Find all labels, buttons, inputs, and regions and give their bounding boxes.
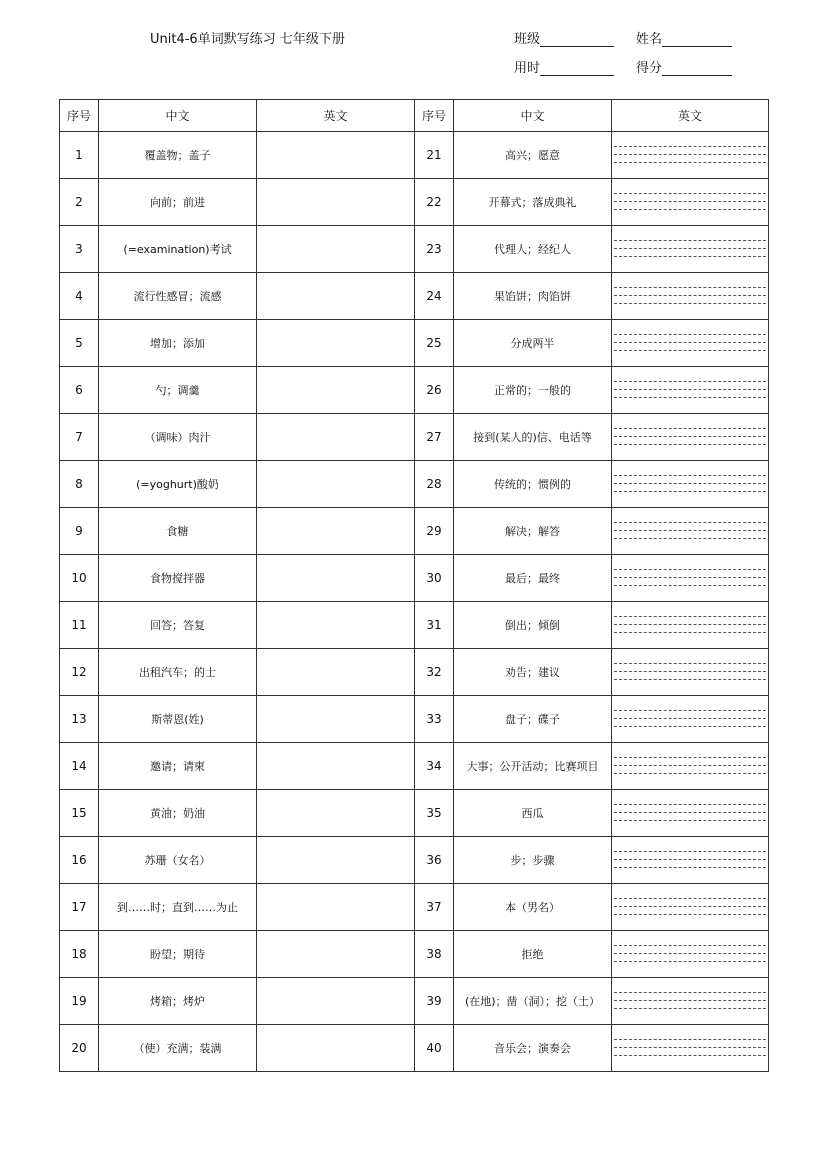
- row-number: 5: [60, 320, 99, 367]
- dashed-writing-line: [614, 428, 766, 429]
- english-answer-cell-dashed[interactable]: [612, 132, 769, 179]
- row-number: 4: [60, 273, 99, 320]
- dashed-writing-line: [614, 350, 766, 351]
- english-answer-cell[interactable]: [257, 508, 415, 555]
- score-blank[interactable]: [662, 61, 732, 76]
- row-number: 30: [415, 555, 454, 602]
- row-number: 8: [60, 461, 99, 508]
- table-row: [60, 179, 769, 226]
- name-label: 姓名: [636, 32, 663, 47]
- dashed-writing-line: [614, 804, 766, 805]
- dashed-writing-line: [614, 577, 766, 578]
- col-header-number-2: 序号: [415, 100, 454, 132]
- english-answer-cell-dashed[interactable]: [612, 837, 769, 884]
- dashed-writing-line: [614, 992, 766, 993]
- row-number: 3: [60, 226, 99, 273]
- chinese-prompt: 解决；解答: [454, 508, 612, 555]
- english-answer-cell-dashed[interactable]: [612, 884, 769, 931]
- english-answer-cell-dashed[interactable]: [612, 602, 769, 649]
- dashed-writing-line: [614, 945, 766, 946]
- chinese-prompt: 黄油；奶油: [99, 790, 257, 837]
- chinese-prompt: 斯蒂恩(姓): [99, 696, 257, 743]
- english-answer-cell[interactable]: [257, 884, 415, 931]
- dashed-writing-line: [614, 538, 766, 539]
- table-row: [60, 602, 769, 649]
- row-number: 2: [60, 179, 99, 226]
- dashed-writing-line: [614, 663, 766, 664]
- chinese-prompt: 食糖: [99, 508, 257, 555]
- dashed-writing-line: [614, 812, 766, 813]
- table-row: [60, 743, 769, 790]
- english-answer-cell-dashed[interactable]: [612, 931, 769, 978]
- dashed-writing-line: [614, 898, 766, 899]
- row-number: 34: [415, 743, 454, 790]
- name-field[interactable]: [636, 28, 732, 47]
- english-answer-cell[interactable]: [257, 555, 415, 602]
- dashed-writing-line: [614, 1055, 766, 1056]
- header-fields-row-1: [514, 28, 732, 47]
- english-answer-cell-dashed[interactable]: [612, 508, 769, 555]
- row-number: 27: [415, 414, 454, 461]
- english-answer-cell-dashed[interactable]: [612, 790, 769, 837]
- chinese-prompt: (=yoghurt)酸奶: [99, 461, 257, 508]
- chinese-prompt: (=examination)考试: [99, 226, 257, 273]
- dashed-writing-line: [614, 193, 766, 194]
- chinese-prompt: 盘子；碟子: [454, 696, 612, 743]
- chinese-prompt: 本（男名）: [454, 884, 612, 931]
- english-answer-cell-dashed[interactable]: [612, 273, 769, 320]
- chinese-prompt: 盼望；期待: [99, 931, 257, 978]
- time-field[interactable]: [514, 57, 614, 76]
- row-number: 10: [60, 555, 99, 602]
- row-number: 11: [60, 602, 99, 649]
- dashed-writing-line: [614, 859, 766, 860]
- english-answer-cell-dashed[interactable]: [612, 414, 769, 461]
- chinese-prompt: 步；步骤: [454, 837, 612, 884]
- chinese-prompt: 倒出；倾倒: [454, 602, 612, 649]
- dashed-writing-line: [614, 444, 766, 445]
- row-number: 6: [60, 367, 99, 414]
- row-number: 20: [60, 1025, 99, 1072]
- english-answer-cell[interactable]: [257, 179, 415, 226]
- english-answer-cell[interactable]: [257, 367, 415, 414]
- time-blank[interactable]: [540, 61, 614, 76]
- dashed-writing-line: [614, 303, 766, 304]
- dashed-writing-line: [614, 334, 766, 335]
- english-answer-cell-dashed[interactable]: [612, 461, 769, 508]
- row-number: 19: [60, 978, 99, 1025]
- english-answer-cell[interactable]: [257, 1025, 415, 1072]
- row-number: 15: [60, 790, 99, 837]
- chinese-prompt: （使）充满；装满: [99, 1025, 257, 1072]
- col-header-english-2: 英文: [612, 100, 769, 132]
- row-number: 18: [60, 931, 99, 978]
- dashed-writing-line: [614, 671, 766, 672]
- table-row: [60, 273, 769, 320]
- dashed-writing-line: [614, 389, 766, 390]
- english-answer-cell[interactable]: [257, 226, 415, 273]
- chinese-prompt: 大事；公开活动；比赛项目: [454, 743, 612, 790]
- row-number: 28: [415, 461, 454, 508]
- chinese-prompt: （调味）肉汁: [99, 414, 257, 461]
- row-number: 23: [415, 226, 454, 273]
- english-answer-cell-dashed[interactable]: [612, 555, 769, 602]
- chinese-prompt: 拒绝: [454, 931, 612, 978]
- row-number: 22: [415, 179, 454, 226]
- english-answer-cell-dashed[interactable]: [612, 367, 769, 414]
- chinese-prompt: 勺；调羹: [99, 367, 257, 414]
- col-header-number: 序号: [60, 100, 99, 132]
- chinese-prompt: 西瓜: [454, 790, 612, 837]
- table-row: [60, 555, 769, 602]
- row-number: 1: [60, 132, 99, 179]
- dashed-writing-line: [614, 397, 766, 398]
- dashed-writing-line: [614, 757, 766, 758]
- row-number: 13: [60, 696, 99, 743]
- chinese-prompt: 回答；答复: [99, 602, 257, 649]
- chinese-prompt: (在地)；凿（洞）；挖（土）: [454, 978, 612, 1025]
- table-row: [60, 461, 769, 508]
- dashed-writing-line: [614, 146, 766, 147]
- row-number: 29: [415, 508, 454, 555]
- chinese-prompt: 覆盖物；盖子: [99, 132, 257, 179]
- row-number: 14: [60, 743, 99, 790]
- english-answer-cell[interactable]: [257, 461, 415, 508]
- table-row: [60, 226, 769, 273]
- dashed-writing-line: [614, 569, 766, 570]
- dashed-writing-line: [614, 820, 766, 821]
- row-number: 37: [415, 884, 454, 931]
- chinese-prompt: 果馅饼；肉馅饼: [454, 273, 612, 320]
- table-row: [60, 931, 769, 978]
- chinese-prompt: 劝告；建议: [454, 649, 612, 696]
- table-row: [60, 414, 769, 461]
- dashed-writing-line: [614, 710, 766, 711]
- dashed-writing-line: [614, 287, 766, 288]
- row-number: 17: [60, 884, 99, 931]
- table-row: [60, 978, 769, 1025]
- dashed-writing-line: [614, 953, 766, 954]
- english-answer-cell[interactable]: [257, 696, 415, 743]
- chinese-prompt: 传统的；惯例的: [454, 461, 612, 508]
- row-number: 39: [415, 978, 454, 1025]
- dashed-writing-line: [614, 1008, 766, 1009]
- dashed-writing-line: [614, 256, 766, 257]
- english-answer-cell[interactable]: [257, 931, 415, 978]
- table-row: [60, 649, 769, 696]
- dashed-writing-line: [614, 906, 766, 907]
- score-label: 得分: [636, 61, 663, 76]
- dashed-writing-line: [614, 851, 766, 852]
- table-row: [60, 837, 769, 884]
- worksheet-title: Unit4-6单词默写练习 七年级下册: [150, 32, 345, 47]
- dashed-writing-line: [614, 1047, 766, 1048]
- chinese-prompt: 代理人；经纪人: [454, 226, 612, 273]
- row-number: 24: [415, 273, 454, 320]
- english-answer-cell-dashed[interactable]: [612, 320, 769, 367]
- dashed-writing-line: [614, 718, 766, 719]
- table-row: [60, 320, 769, 367]
- chinese-prompt: 苏珊（女名）: [99, 837, 257, 884]
- dashed-writing-line: [614, 475, 766, 476]
- english-answer-cell[interactable]: [257, 790, 415, 837]
- dashed-writing-line: [614, 201, 766, 202]
- chinese-prompt: 向前；前进: [99, 179, 257, 226]
- dashed-writing-line: [614, 726, 766, 727]
- dashed-writing-line: [614, 240, 766, 241]
- col-header-chinese-2: 中文: [454, 100, 612, 132]
- dashed-writing-line: [614, 522, 766, 523]
- dashed-writing-line: [614, 381, 766, 382]
- dashed-writing-line: [614, 248, 766, 249]
- dashed-writing-line: [614, 162, 766, 163]
- dashed-writing-line: [614, 483, 766, 484]
- english-answer-cell-dashed[interactable]: [612, 226, 769, 273]
- chinese-prompt: 最后；最终: [454, 555, 612, 602]
- english-answer-cell[interactable]: [257, 649, 415, 696]
- table-row: [60, 367, 769, 414]
- table-header-row: [60, 100, 769, 132]
- english-answer-cell[interactable]: [257, 273, 415, 320]
- chinese-prompt: 烤箱；烤炉: [99, 978, 257, 1025]
- row-number: 31: [415, 602, 454, 649]
- dashed-writing-line: [614, 491, 766, 492]
- row-number: 12: [60, 649, 99, 696]
- row-number: 35: [415, 790, 454, 837]
- row-number: 33: [415, 696, 454, 743]
- dashed-writing-line: [614, 616, 766, 617]
- dashed-writing-line: [614, 632, 766, 633]
- english-answer-cell[interactable]: [257, 320, 415, 367]
- chinese-prompt: 分成两半: [454, 320, 612, 367]
- english-answer-cell-dashed[interactable]: [612, 649, 769, 696]
- row-number: 21: [415, 132, 454, 179]
- table-row: [60, 790, 769, 837]
- dashed-writing-line: [614, 1000, 766, 1001]
- chinese-prompt: 高兴；愿意: [454, 132, 612, 179]
- table-row: [60, 696, 769, 743]
- chinese-prompt: 开幕式；落成典礼: [454, 179, 612, 226]
- table-row: [60, 884, 769, 931]
- name-blank[interactable]: [662, 32, 732, 47]
- table-row: [60, 508, 769, 555]
- time-label: 用时: [514, 61, 541, 76]
- dashed-writing-line: [614, 436, 766, 437]
- chinese-prompt: 音乐会；演奏会: [454, 1025, 612, 1072]
- english-answer-cell[interactable]: [257, 743, 415, 790]
- english-answer-cell[interactable]: [257, 602, 415, 649]
- dashed-writing-line: [614, 961, 766, 962]
- english-answer-cell-dashed[interactable]: [612, 179, 769, 226]
- score-field[interactable]: [636, 57, 732, 76]
- dashed-writing-line: [614, 773, 766, 774]
- english-answer-cell-dashed[interactable]: [612, 743, 769, 790]
- row-number: 26: [415, 367, 454, 414]
- row-number: 32: [415, 649, 454, 696]
- chinese-prompt: 邀请；请柬: [99, 743, 257, 790]
- row-number: 25: [415, 320, 454, 367]
- dashed-writing-line: [614, 1039, 766, 1040]
- class-field[interactable]: [514, 28, 614, 47]
- table-row: [60, 1025, 769, 1072]
- col-header-english: 英文: [257, 100, 415, 132]
- dashed-writing-line: [614, 624, 766, 625]
- row-number: 16: [60, 837, 99, 884]
- english-answer-cell[interactable]: [257, 837, 415, 884]
- english-answer-cell[interactable]: [257, 414, 415, 461]
- class-label: 班级: [514, 32, 541, 47]
- table-row: [60, 132, 769, 179]
- chinese-prompt: 接到(某人的)信、电话等: [454, 414, 612, 461]
- dashed-writing-line: [614, 342, 766, 343]
- vocabulary-table: [59, 99, 769, 1072]
- col-header-chinese: 中文: [99, 100, 257, 132]
- row-number: 36: [415, 837, 454, 884]
- chinese-prompt: 流行性感冒；流感: [99, 273, 257, 320]
- dashed-writing-line: [614, 295, 766, 296]
- english-answer-cell[interactable]: [257, 978, 415, 1025]
- chinese-prompt: 增加；添加: [99, 320, 257, 367]
- row-number: 7: [60, 414, 99, 461]
- chinese-prompt: 食物搅拌器: [99, 555, 257, 602]
- dashed-writing-line: [614, 209, 766, 210]
- dashed-writing-line: [614, 154, 766, 155]
- row-number: 38: [415, 931, 454, 978]
- header-fields-row-2: [514, 57, 732, 76]
- chinese-prompt: 出租汽车；的士: [99, 649, 257, 696]
- dashed-writing-line: [614, 765, 766, 766]
- row-number: 40: [415, 1025, 454, 1072]
- dashed-writing-line: [614, 867, 766, 868]
- dashed-writing-line: [614, 679, 766, 680]
- english-answer-cell-dashed[interactable]: [612, 978, 769, 1025]
- dashed-writing-line: [614, 914, 766, 915]
- row-number: 9: [60, 508, 99, 555]
- dashed-writing-line: [614, 530, 766, 531]
- english-answer-cell[interactable]: [257, 132, 415, 179]
- english-answer-cell-dashed[interactable]: [612, 1025, 769, 1072]
- class-blank[interactable]: [540, 32, 614, 47]
- chinese-prompt: 到……时；直到……为止: [99, 884, 257, 931]
- dashed-writing-line: [614, 585, 766, 586]
- chinese-prompt: 正常的；一般的: [454, 367, 612, 414]
- english-answer-cell-dashed[interactable]: [612, 696, 769, 743]
